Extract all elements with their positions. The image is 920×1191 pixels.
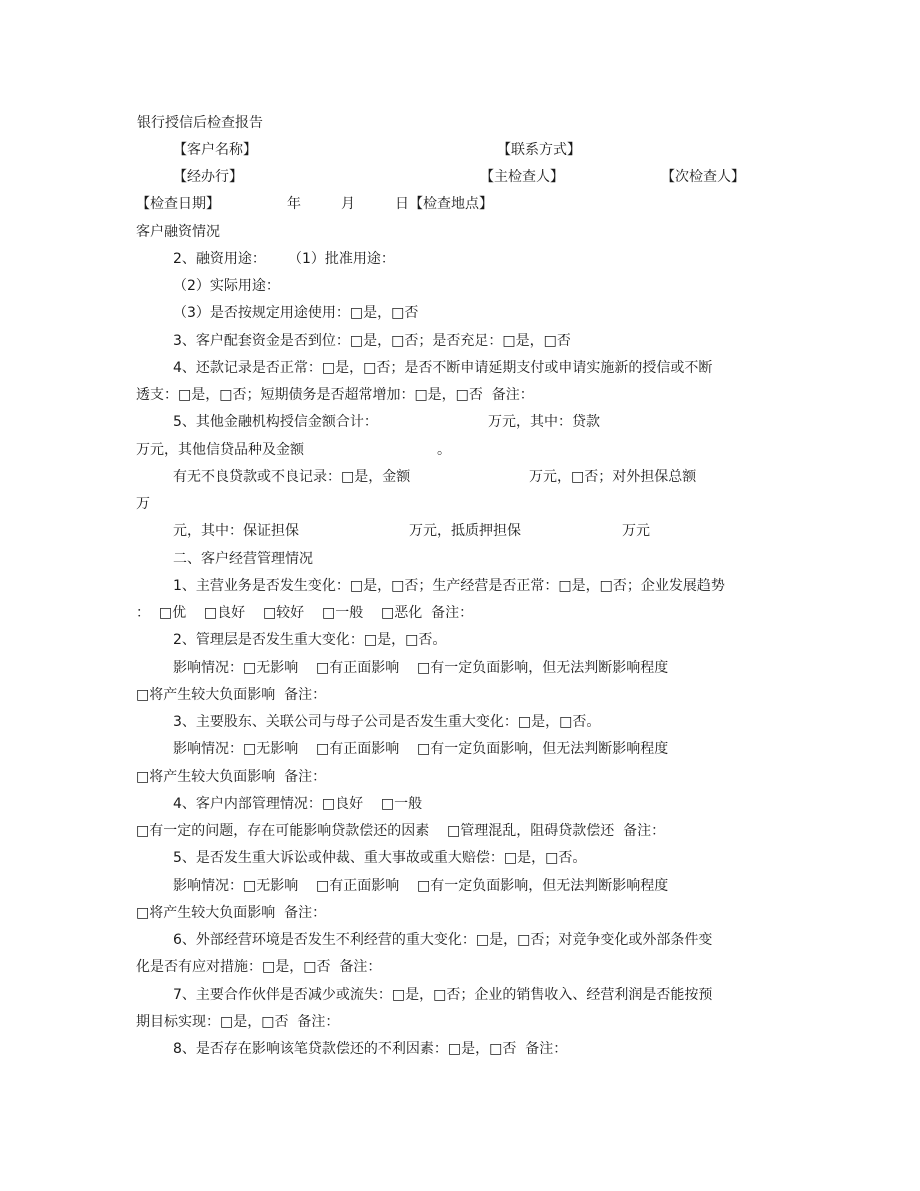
guarantee-part3: 万元	[622, 523, 650, 539]
operations-item3-impact-line1: 影响情况：□无影响 □有正面影响 □有一定负面影响，但无法判断影响程度	[173, 741, 669, 757]
financing-item2-actual: （2）实际用途：	[173, 278, 280, 294]
operations-item4-line2: □有一定的问题，存在可能影响贷款偿还的因素 □管理混乱，阻碍贷款偿还 备注：	[136, 823, 666, 839]
financing-item5-part1: 5、其他金融机构授信金额合计：	[173, 414, 378, 430]
operations-item3-impact-line2: □将产生较大负面影响 备注：	[136, 769, 327, 785]
financing-item4-line2: 透支：□是，□否；短期债务是否超常增加：□是，□否 备注：	[136, 387, 534, 403]
financing-heading: 客户融资情况	[136, 224, 220, 240]
year-label: 年	[287, 196, 301, 212]
month-label: 月	[341, 196, 355, 212]
financing-item3: 3、客户配套资金是否到位：□是，□否；是否充足：□是，□否	[173, 333, 571, 349]
operations-item2-title: 2、管理层是否发生重大变化：□是，□否。	[173, 632, 447, 648]
financing-item2-compliance: （3）是否按规定用途使用：□是，□否	[173, 305, 419, 321]
bad-loan-part2: 万元，□否；对外担保总额	[529, 469, 697, 485]
financing-item5-part2: 万元，其中：贷款	[488, 414, 600, 430]
operations-item3-title: 3、主要股东、关联公司与母子公司是否发生重大变化：□是，□否。	[173, 714, 601, 730]
day-label: 日	[395, 196, 409, 212]
bad-loan-part1: 有无不良贷款或不良记录：□是，金额	[173, 469, 411, 485]
operations-item7-line2: 期目标实现：□是，□否 备注：	[136, 1014, 340, 1030]
operations-heading: 二、客户经营管理情况	[173, 551, 313, 567]
operations-item5-impact-line1: 影响情况：□无影响 □有正面影响 □有一定负面影响，但无法判断影响程度	[173, 878, 669, 894]
operations-item2-impact-line2: □将产生较大负面影响 备注：	[136, 687, 327, 703]
second-inspector-label: 【次检查人】	[661, 169, 745, 185]
guarantee-part2: 万元，抵质押担保	[409, 523, 521, 539]
guarantee-part1: 元，其中：保证担保	[173, 523, 299, 539]
operations-item1-line1: 1、主营业务是否发生变化：□是，□否；生产经营是否正常：□是，□否；企业发展趋势	[173, 578, 725, 594]
contact-label: 【联系方式】	[497, 142, 581, 158]
financing-item5-part3: 万元，其他信贷品种及金额	[136, 442, 304, 458]
operations-item2-impact-line1: 影响情况：□无影响 □有正面影响 □有一定负面影响，但无法判断影响程度	[173, 660, 669, 676]
operations-item6-line1: 6、外部经营环境是否发生不利经营的重大变化：□是，□否；对竞争变化或外部条件变	[173, 932, 713, 948]
customer-name-label: 【客户名称】	[173, 142, 257, 158]
financing-item4-line1: 4、还款记录是否正常：□是，□否；是否不断申请延期支付或申请实施新的授信或不断	[173, 360, 713, 376]
financing-item5-part4: 。	[437, 442, 451, 458]
financing-item2-approved: （1）批准用途：	[288, 251, 395, 267]
check-location-label: 【检查地点】	[409, 196, 493, 212]
bad-loan-part3: 万	[136, 496, 150, 512]
main-inspector-label: 【主检查人】	[480, 169, 564, 185]
financing-item2-title: 2、融资用途：	[173, 251, 266, 267]
operations-item5-title: 5、是否发生重大诉讼或仲裁、重大事故或重大赔偿：□是，□否。	[173, 850, 587, 866]
handling-bank-label: 【经办行】	[173, 169, 243, 185]
operations-item6-line2: 化是否有应对措施：□是，□否 备注：	[136, 959, 382, 975]
operations-item8: 8、是否存在影响该笔贷款偿还的不利因素：□是，□否 备注：	[173, 1041, 568, 1057]
operations-item5-impact-line2: □将产生较大负面影响 备注：	[136, 905, 327, 921]
operations-item1-line2: ： □优 □良好 □较好 □一般 □恶化 备注：	[136, 605, 474, 621]
operations-item7-line1: 7、主要合作伙伴是否减少或流失：□是，□否；企业的销售收入、经营利润是否能按预	[173, 987, 713, 1003]
check-date-label: 【检查日期】	[136, 196, 220, 212]
operations-item4-line1: 4、客户内部管理情况：□良好 □一般	[173, 796, 423, 812]
page-title: 银行授信后检查报告	[137, 115, 263, 131]
